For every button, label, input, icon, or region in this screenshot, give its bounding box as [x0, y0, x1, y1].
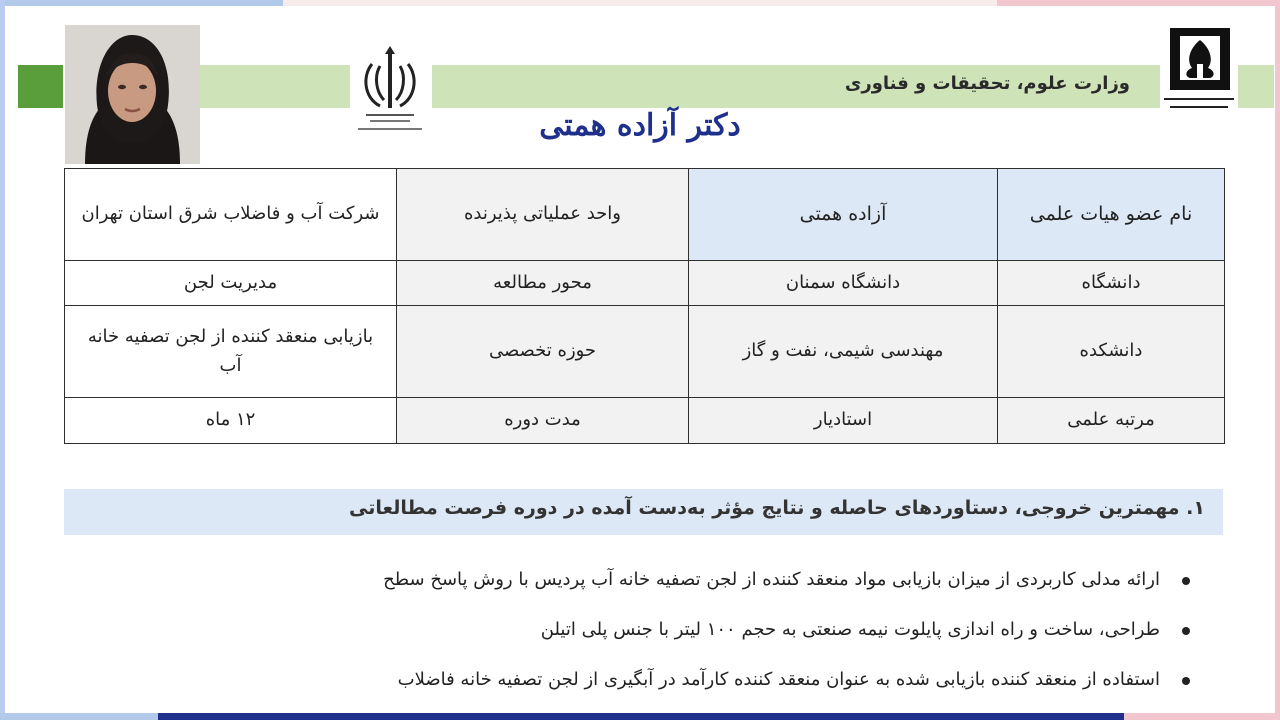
table-cell: شرکت آب و فاضلاب شرق استان تهران [65, 169, 397, 261]
iran-emblem-icon [352, 44, 428, 136]
semnan-university-logo [1160, 26, 1238, 116]
table-row [65, 261, 1225, 306]
ministry-name: وزارت علوم، تحقیقات و فناوری [844, 73, 1130, 94]
table-cell: دانشگاه سمنان [689, 261, 998, 306]
left-border [0, 0, 5, 720]
table-cell: دانشگاه [998, 261, 1225, 306]
header-accent-square [18, 65, 63, 108]
table-cell: مدت دوره [397, 398, 689, 444]
bottom-strip-pink [1124, 713, 1280, 720]
table-row [65, 169, 1225, 261]
table-cell: دانشکده [998, 306, 1225, 398]
table-row [65, 398, 1225, 444]
results-list [190, 560, 1190, 710]
table-cell: نام عضو هیات علمی [998, 169, 1225, 261]
table-cell: مرتبه علمی [998, 398, 1225, 444]
top-strip-pink [997, 0, 1280, 6]
header-band-far [1238, 65, 1274, 108]
table-cell: واحد عملیاتی پذیرنده [397, 169, 689, 261]
bottom-strip-navy [158, 713, 1124, 720]
table-cell: محور مطالعه [397, 261, 689, 306]
list-item: طراحی، ساخت و راه اندازی پایلوت نیمه صنعتی به حجم ۱۰۰ لیتر با جنس پلی اتیلن [190, 610, 1190, 660]
table-row [65, 306, 1225, 398]
top-strip-blue [0, 0, 283, 6]
bottom-strip-blue [0, 713, 158, 720]
table-cell: استادیار [689, 398, 998, 444]
list-item: استفاده از منعقد کننده بازیابی شده به عنوان منعقد کننده کارآمد در آبگیری از لجن تصفیه خانه فاضلاب [190, 660, 1190, 710]
right-border [1275, 0, 1280, 720]
page-title: دکتر آزاده همتی [539, 108, 741, 143]
info-table [64, 168, 1225, 444]
table-cell: ۱۲ ماه [65, 398, 397, 444]
table-cell: حوزه تخصصی [397, 306, 689, 398]
top-strip-light [283, 0, 997, 6]
table-cell: مدیریت لجن [65, 261, 397, 306]
portrait-photo [65, 25, 200, 164]
table-cell: بازیابی منعقد کننده از لجن تصفیه خانه آب [65, 306, 397, 398]
list-item: ارائه مدلی کاربردی از میزان بازیابی مواد منعقد کننده از لجن تصفیه خانه آب پردیس با روش پاسخ سطح [190, 560, 1190, 610]
header-band-left [200, 65, 350, 108]
section-heading: ۱. مهمترین خروجی، دستاوردهای حاصله و نتایج مؤثر به‌دست آمده در دوره فرصت مطالعاتی [64, 489, 1223, 535]
table-cell: آزاده همتی [689, 169, 998, 261]
table-cell: مهندسی شیمی، نفت و گاز [689, 306, 998, 398]
